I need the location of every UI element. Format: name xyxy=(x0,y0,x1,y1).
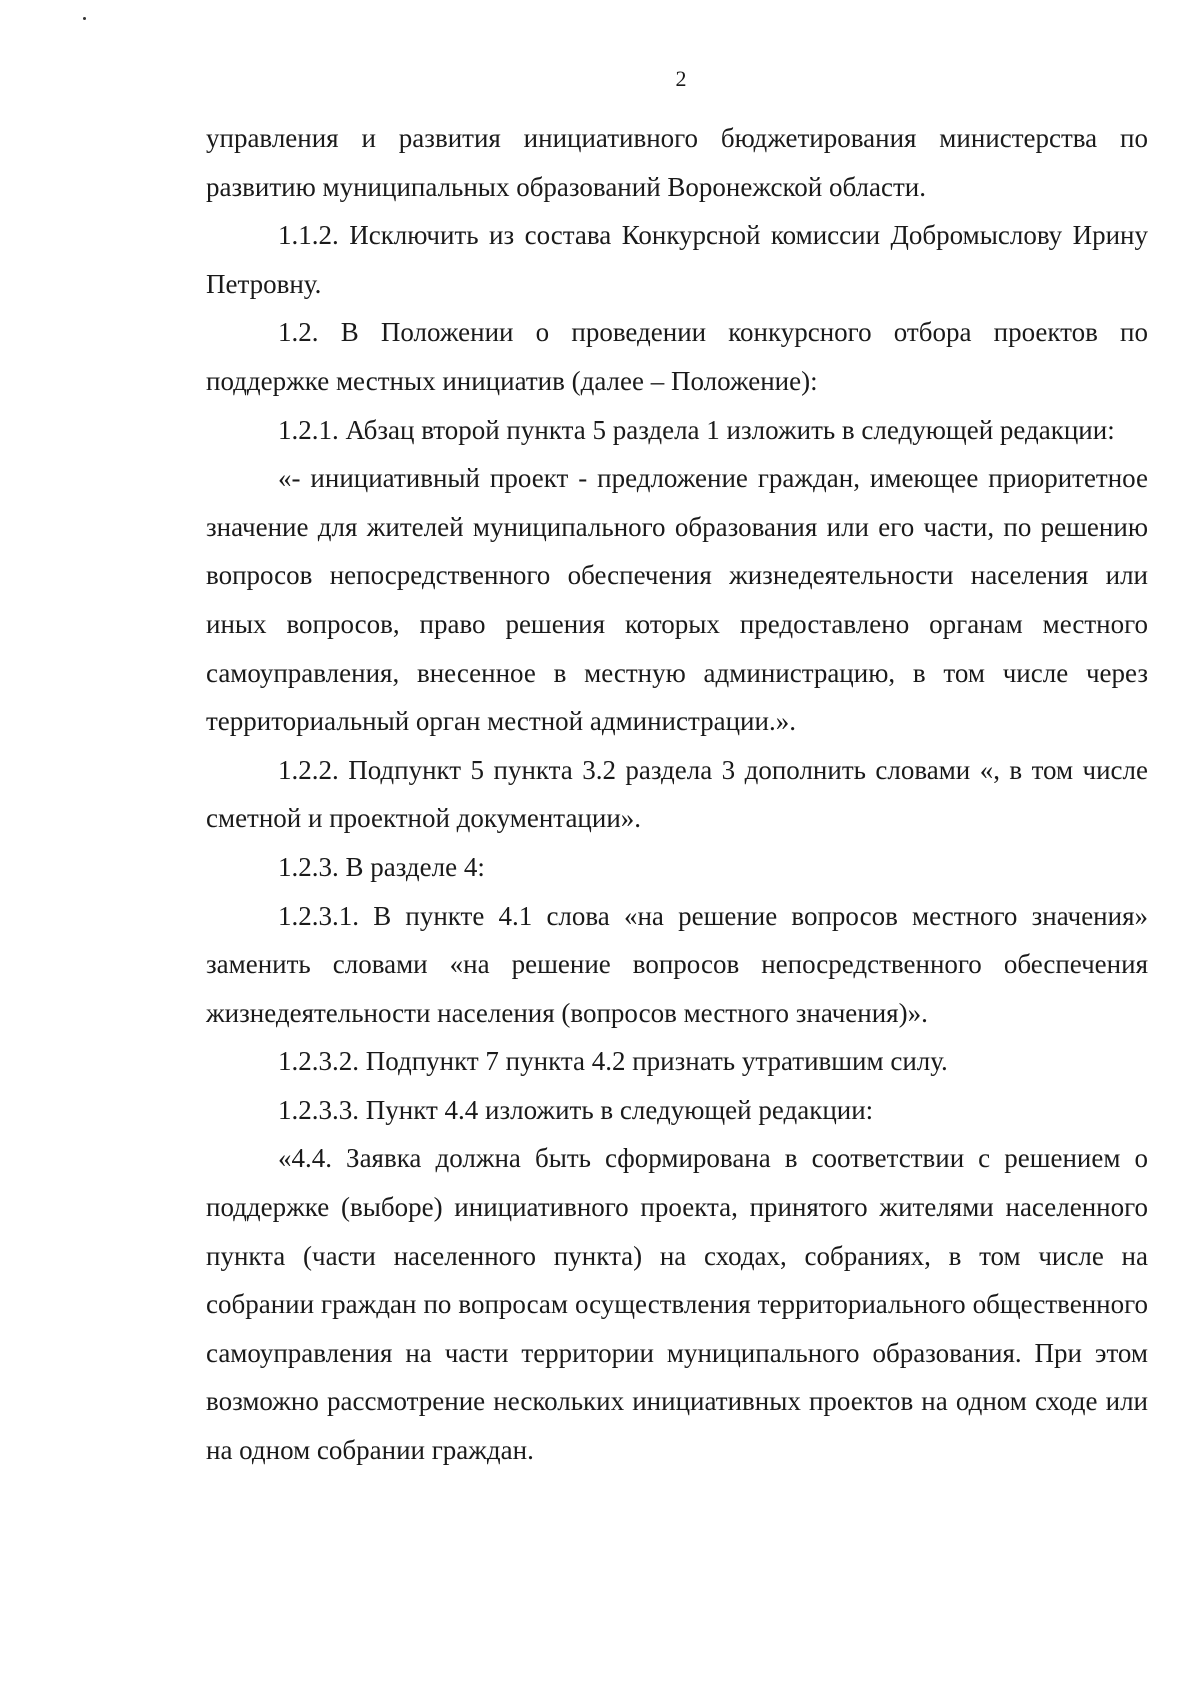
paragraph-1-2: 1.2. В Положении о проведении конкурсного отбора проектов по поддержке местных инициатив (далее – Положение): xyxy=(206,317,1148,396)
paragraph-quote-initiative-project: «- инициативный проект - предложение граждан, имеющее приоритетное значение для жителей муниципального образования или его части, по решению вопросов непосредственного обеспечения жизнедеятельности населения или иных вопросов, право решения которых предоставлено органам местного самоуправления, внесенное в местную администрацию, в том числе через территориальный орган местной администрации.». xyxy=(206,463,1148,737)
scan-speck xyxy=(83,17,86,20)
paragraph-quote-4-4: «4.4. Заявка должна быть сформирована в соответствии с решением о поддержке (выборе) инициативного проекта, принятого жителями населенного пункта (части населенного пункта) на сходах, собраниях, в том числе на собрании граждан по вопросам осуществления территориального общественного самоуправления на части территории муниципального образования. При этом возможно рассмотрение нескольких инициативных проектов на одном сходе или на одном собрании граждан. xyxy=(206,1143,1148,1466)
paragraph-1-1-2: 1.1.2. Исключить из состава Конкурсной комиссии Добромыслову Ирину Петровну. xyxy=(206,220,1148,299)
paragraph-continuation: управления и развития инициативного бюджетирования министерства по развитию муниципальных образований Воронежской области. xyxy=(206,123,1148,202)
paragraph-1-2-3-3: 1.2.3.3. Пункт 4.4 изложить в следующей редакции: xyxy=(278,1094,874,1125)
paragraph-1-2-2: 1.2.2. Подпункт 5 пункта 3.2 раздела 3 дополнить словами «, в том числе сметной и проектной документации». xyxy=(206,754,1148,834)
document-body xyxy=(206,114,1148,1475)
paragraph-1-2-1: 1.2.1. Абзац второй пункта 5 раздела 1 изложить в следующей редакции: xyxy=(278,414,1115,445)
paragraph-1-2-3-1: 1.2.3.1. В пункте 4.1 слова «на решение вопросов местного значения» заменить словами «на решение вопросов непосредственного обеспечения жизнедеятельности населения (вопросов местного значения)». xyxy=(206,900,1148,1028)
paragraph-1-2-3-2: 1.2.3.2. Подпункт 7 пункта 4.2 признать утратившим силу. xyxy=(278,1046,948,1077)
paragraph-1-2-3: 1.2.3. В разделе 4: xyxy=(278,851,485,882)
page-number: 2 xyxy=(675,66,687,91)
